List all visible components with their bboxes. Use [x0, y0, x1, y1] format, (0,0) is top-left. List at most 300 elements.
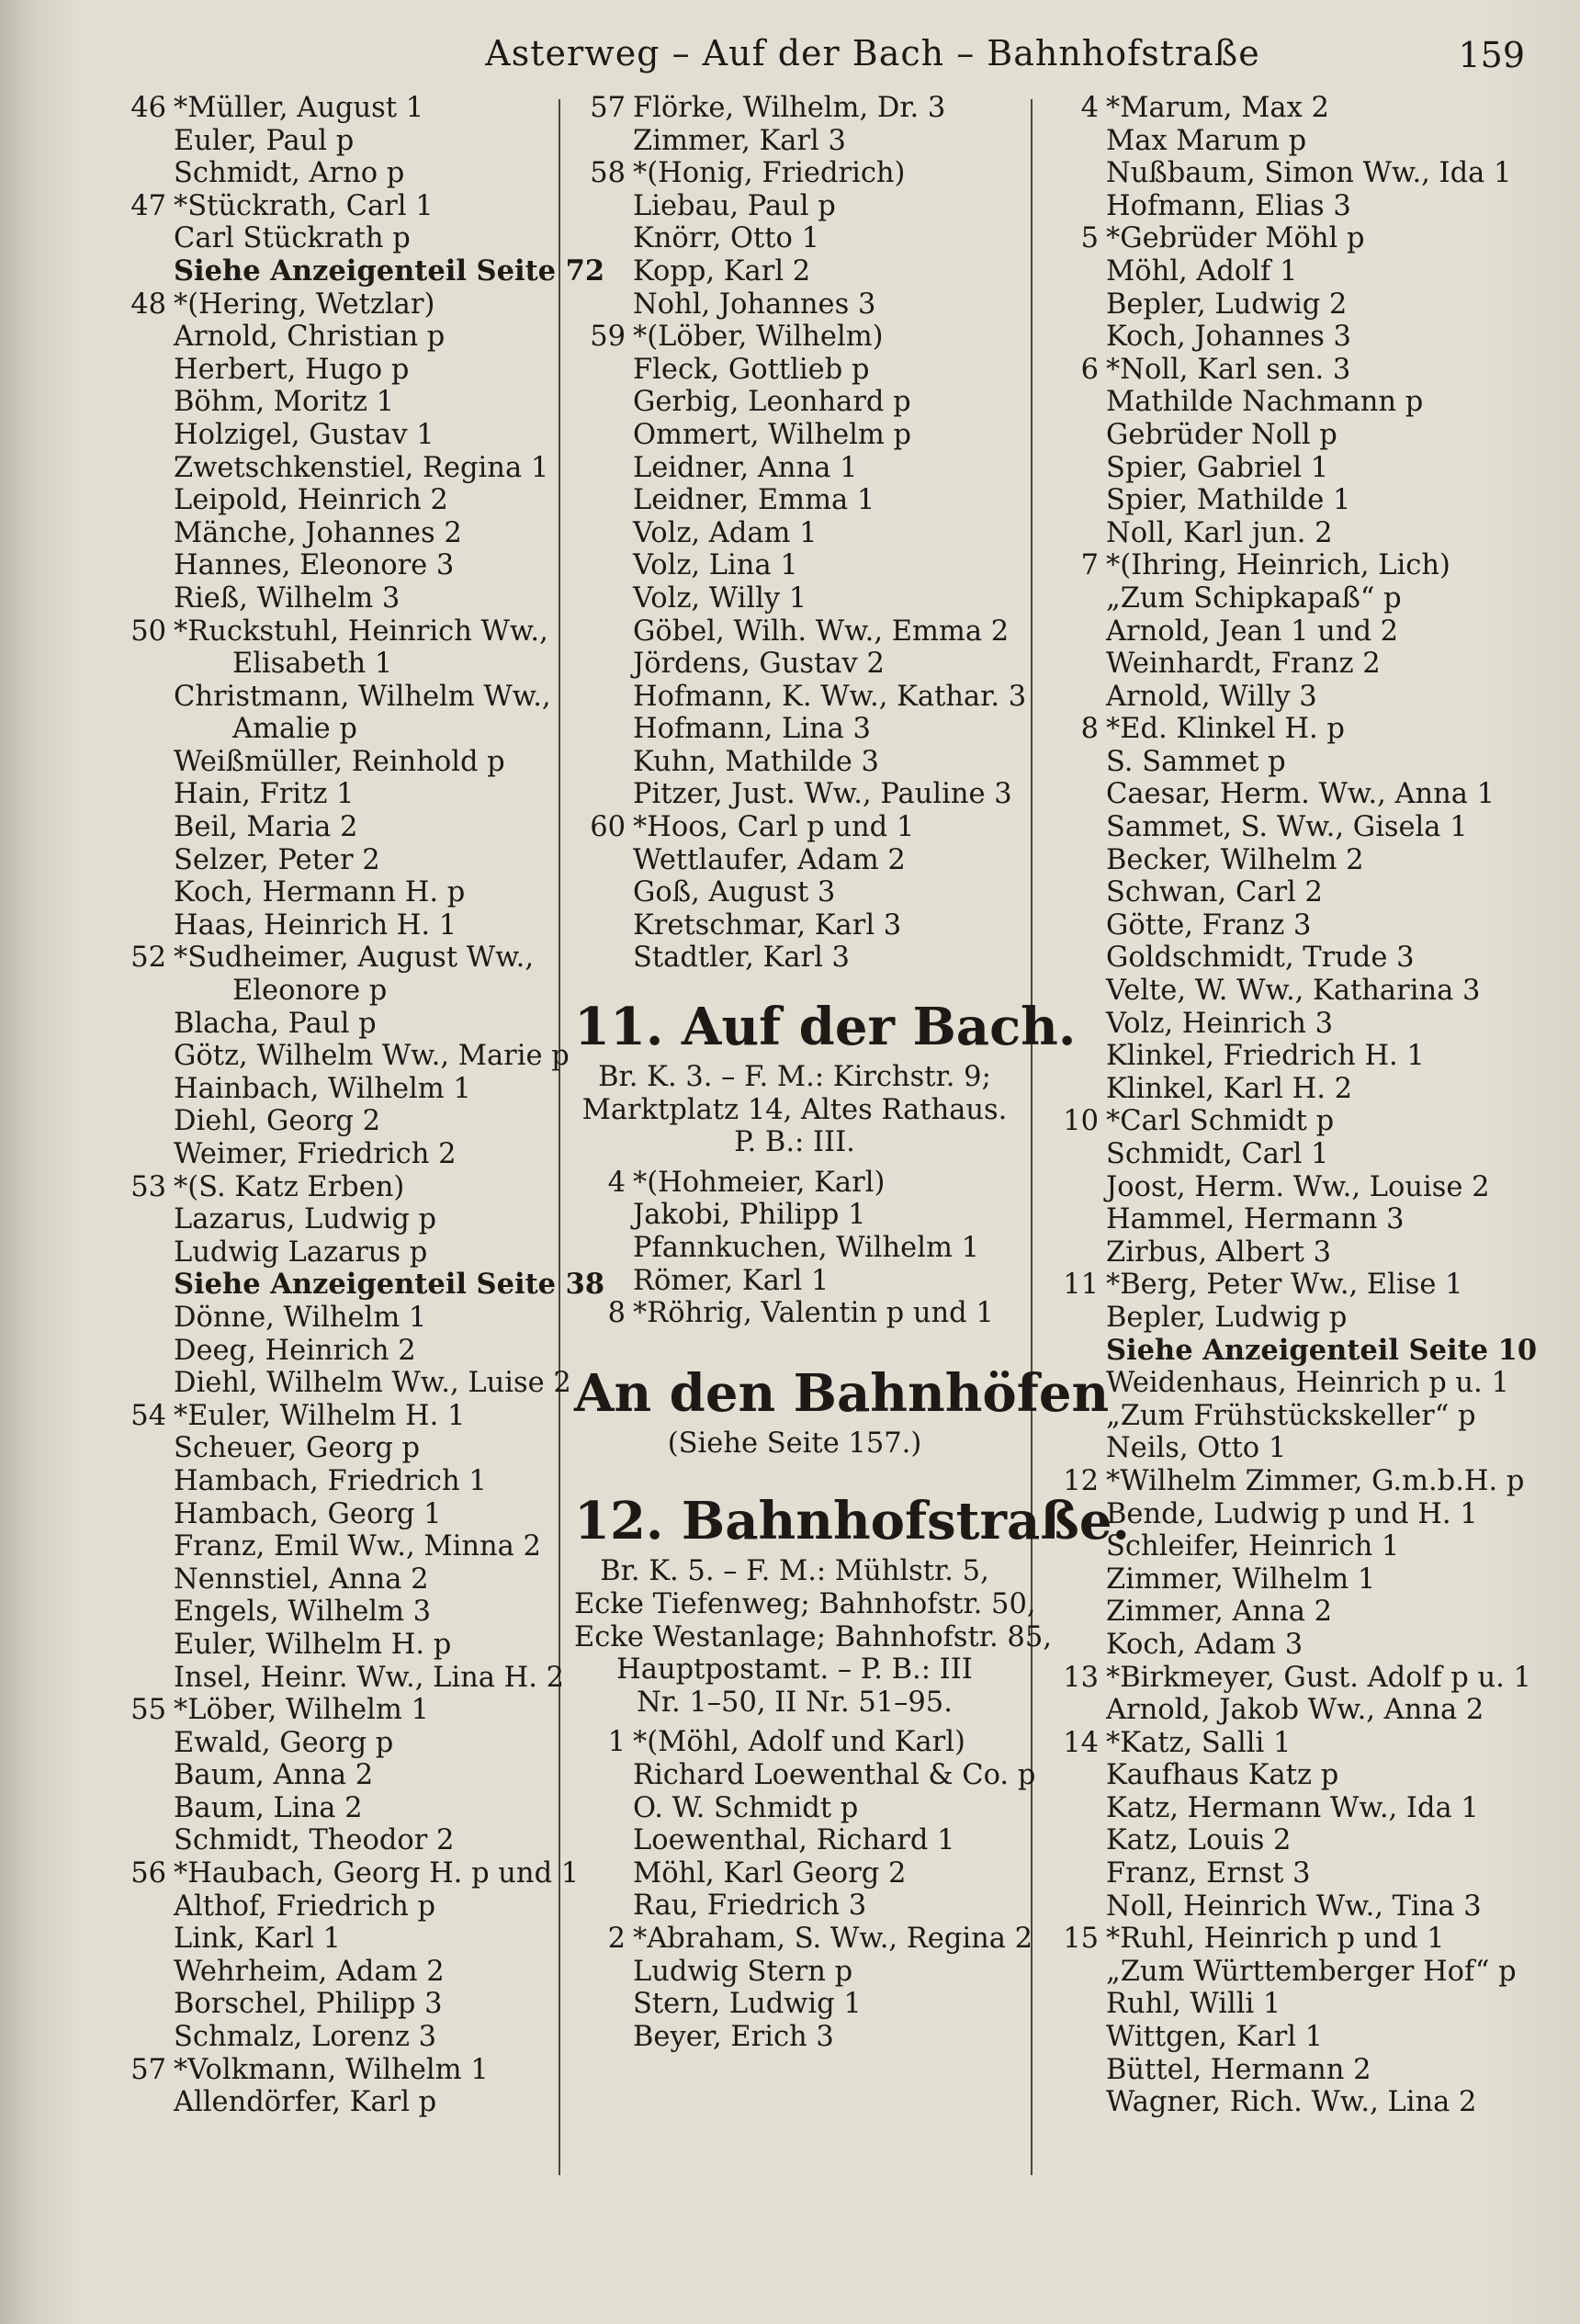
house-number: 4 [607, 1166, 626, 1199]
directory-entry [115, 1203, 556, 1236]
directory-entry [574, 942, 1015, 975]
entry-text: Franz, Ernst 3 [1106, 1857, 1311, 1890]
directory-entry [574, 321, 1015, 354]
entry-text: „Zum Frühstückskeller“ p [1106, 1399, 1476, 1432]
house-number: 7 [1080, 549, 1099, 582]
entry-text: Böhm, Moritz 1 [174, 386, 395, 419]
entry-text: Baum, Lina 2 [174, 1791, 363, 1824]
house-number: 10 [1063, 1105, 1099, 1138]
house-number: 1 [607, 1726, 626, 1759]
entry-text: „Zum Württemberger Hof“ p [1106, 1955, 1517, 1988]
page-number: 159 [1458, 35, 1525, 75]
house-number: 15 [1063, 1923, 1099, 1956]
entry-text: Fleck, Gottlieb p [633, 353, 870, 386]
entry-text: Carl Stückrath p [174, 222, 411, 255]
directory-entry [1047, 1956, 1525, 1989]
house-number: 57 [130, 2053, 166, 2086]
entry-text: *(Honig, Friedrich) [633, 157, 906, 190]
directory-entry [1047, 1759, 1525, 1792]
entry-text: Pitzer, Just. Ww., Pauline 3 [633, 778, 1012, 811]
directory-entry [115, 452, 556, 485]
entry-text: Lazarus, Ludwig p [174, 1203, 436, 1236]
directory-entry [115, 222, 556, 255]
directory-entry [115, 1629, 556, 1662]
entry-text: Gerbig, Leonhard p [633, 386, 911, 419]
directory-entry [115, 1824, 556, 1857]
directory-entry [115, 1335, 556, 1368]
entry-text: Kopp, Karl 2 [633, 254, 811, 288]
entry-text: Klinkel, Karl H. 2 [1106, 1072, 1353, 1105]
entry-text: Hambach, Georg 1 [174, 1497, 442, 1530]
directory-entry [574, 909, 1015, 942]
entry-text: Bepler, Ludwig 2 [1106, 288, 1348, 321]
entry-text: Selzer, Peter 2 [174, 843, 380, 876]
directory-entry [1047, 1727, 1525, 1760]
directory-entry [115, 681, 556, 714]
entry-text: Götz, Wilhelm Ww., Marie p [174, 1040, 570, 1073]
directory-entry [115, 484, 556, 517]
house-number: 52 [130, 942, 166, 975]
directory-entry [1047, 354, 1525, 387]
entry-text: Weißmüller, Reinhold p [174, 745, 505, 778]
entry-text: S. Sammet p [1106, 745, 1286, 778]
entry-text: Goß, August 3 [633, 876, 836, 909]
directory-entry [115, 1530, 556, 1563]
directory-entry [1047, 288, 1525, 322]
directory-entry [1047, 1530, 1525, 1563]
directory-entry [115, 746, 556, 779]
entry-text: Sammet, S. Ww., Gisela 1 [1106, 811, 1468, 844]
entry-text: *Euler, Wilhelm H. 1 [174, 1399, 466, 1432]
entry-text: *Ruckstuhl, Heinrich Ww., [174, 615, 548, 648]
directory-entry [574, 255, 1015, 288]
entry-text: Leidner, Emma 1 [633, 484, 875, 517]
directory-entry [1047, 157, 1525, 190]
directory-entry [1047, 1269, 1525, 1302]
entry-text: Goldschmidt, Trude 3 [1106, 942, 1415, 975]
entry-text: Schmalz, Lorenz 3 [174, 2021, 436, 2054]
directory-entry [1047, 1073, 1525, 1106]
directory-entry [1047, 1400, 1525, 1433]
directory-entry [115, 778, 556, 811]
entry-text: Kretschmar, Karl 3 [633, 908, 902, 942]
entry-text: Siehe Anzeigenteil Seite 10 [1106, 1333, 1538, 1367]
directory-entry [1047, 1302, 1525, 1335]
directory-entry [574, 615, 1015, 649]
column-divider [1031, 99, 1033, 2175]
directory-entry [574, 1265, 1015, 1298]
directory-entry [574, 125, 1015, 158]
section-info-line: Marktplatz 14, Altes Rathaus. [581, 1093, 1008, 1126]
directory-entry [1047, 2086, 1525, 2119]
house-number: 6 [1080, 353, 1099, 386]
directory-entry [1047, 1857, 1525, 1890]
entry-text: Zimmer, Anna 2 [1106, 1596, 1333, 1629]
entry-text: Leipold, Heinrich 2 [174, 484, 448, 517]
advert-reference [115, 1268, 605, 1302]
entry-text: Weinhardt, Franz 2 [1106, 648, 1381, 681]
directory-entry [115, 1661, 565, 1695]
directory-entry [115, 288, 556, 322]
directory-entry [115, 419, 556, 452]
entry-text: Eleonore p [232, 975, 388, 1008]
entry-text: Volz, Lina 1 [633, 549, 798, 582]
directory-entry [1047, 975, 1525, 1008]
entry-text: Nohl, Johannes 3 [633, 288, 876, 321]
directory-entry [1047, 1203, 1525, 1236]
directory-entry [115, 1923, 556, 1956]
directory-entry [115, 1138, 556, 1171]
entry-text: „Zum Schipkapaß“ p [1106, 581, 1402, 615]
directory-entry [1047, 746, 1525, 779]
directory-entry [115, 386, 556, 419]
entry-text: Stadtler, Karl 3 [633, 942, 850, 975]
section-note: (Siehe Seite 157.) [667, 1427, 922, 1460]
entry-text: *Gebrüder Möhl p [1106, 222, 1365, 255]
directory-entry [115, 1857, 580, 1890]
entry-text: *Carl Schmidt p [1106, 1105, 1335, 1138]
entry-text: Bepler, Ludwig p [1106, 1301, 1348, 1334]
directory-entry [574, 1297, 1015, 1330]
entry-text: Zwetschkenstiel, Regina 1 [174, 451, 549, 484]
directory-entry [1047, 1008, 1525, 1041]
directory-entry [1047, 419, 1525, 452]
house-number: 8 [607, 1297, 626, 1330]
entry-text: Schmidt, Carl 1 [1106, 1138, 1329, 1170]
directory-entry [115, 975, 556, 1008]
directory-entry [574, 778, 1015, 811]
house-number: 50 [130, 615, 166, 648]
entry-text: *Stückrath, Carl 1 [174, 189, 434, 222]
directory-entry [1047, 321, 1525, 354]
entry-text: Baum, Anna 2 [174, 1759, 374, 1792]
entry-text: Arnold, Jean 1 und 2 [1106, 615, 1399, 648]
entry-text: Hofmann, K. Ww., Kathar. 3 [633, 680, 1027, 713]
directory-entry [1047, 615, 1525, 649]
directory-entry [1047, 92, 1525, 125]
directory-entry [115, 713, 556, 746]
directory-entry [1047, 1563, 1525, 1596]
directory-entry [115, 1563, 556, 1596]
house-number: 55 [130, 1694, 166, 1727]
entry-text: Rieß, Wilhelm 3 [174, 581, 401, 615]
entry-text: Richard Loewenthal & Co. p [633, 1758, 1036, 1791]
entry-text: Stern, Ludwig 1 [633, 1988, 862, 2021]
directory-entry [1047, 1890, 1525, 1924]
entry-text: *Sudheimer, August Ww., [174, 942, 535, 975]
entry-text: Knörr, Otto 1 [633, 222, 819, 255]
entry-text: *Berg, Peter Ww., Elise 1 [1106, 1269, 1463, 1302]
entry-text: Joost, Herm. Ww., Louise 2 [1106, 1170, 1490, 1203]
entry-text: Spier, Gabriel 1 [1106, 451, 1329, 484]
directory-entry [115, 1400, 556, 1433]
entry-text: Christmann, Wilhelm Ww., [174, 680, 551, 713]
directory-entry [115, 1236, 556, 1269]
directory-entry [574, 1726, 1015, 1759]
entry-text: Ommert, Wilhelm p [633, 418, 912, 451]
house-number: 12 [1063, 1464, 1099, 1497]
directory-entry [1047, 1105, 1525, 1138]
house-number: 4 [1080, 92, 1099, 124]
entry-text: Nußbaum, Simon Ww., Ida 1 [1106, 157, 1512, 190]
house-number: 5 [1080, 222, 1099, 255]
entry-text: *Löber, Wilhelm 1 [174, 1694, 429, 1727]
entry-text: Scheuer, Georg p [174, 1432, 421, 1465]
directory-entry [574, 1956, 1015, 1989]
directory-entry [115, 92, 556, 125]
entry-text: Schleifer, Heinrich 1 [1106, 1530, 1400, 1563]
entry-text: Link, Karl 1 [174, 1923, 341, 1956]
directory-entry [115, 1596, 556, 1629]
directory-entry [574, 1824, 1015, 1857]
column-3 [1047, 92, 1538, 2119]
directory-entry [1047, 1432, 1525, 1465]
entry-text: *Röhrig, Valentin p und 1 [633, 1297, 994, 1330]
entry-text: Loewenthal, Richard 1 [633, 1824, 955, 1857]
entry-text: *(Ihring, Heinrich, Lich) [1106, 549, 1450, 582]
entry-text: Ludwig Stern p [633, 1955, 853, 1988]
advert-reference [1047, 1333, 1538, 1368]
entry-text: Ewald, Georg p [174, 1726, 394, 1759]
column-1 [115, 92, 605, 2119]
entry-text: Hannes, Eleonore 3 [174, 549, 455, 582]
entry-text: Diehl, Wilhelm Ww., Luise 2 [174, 1367, 571, 1400]
directory-entry [1047, 1694, 1525, 1727]
entry-text: Siehe Anzeigenteil Seite 38 [174, 1268, 605, 1302]
directory-entry [1047, 1596, 1525, 1629]
entry-text: *Marum, Max 2 [1106, 92, 1329, 124]
entry-text: Dönne, Wilhelm 1 [174, 1301, 427, 1334]
directory-entry [115, 811, 556, 844]
directory-entry [115, 1727, 556, 1760]
running-head: Asterweg – Auf der Bach – Bahnhofstraße [485, 33, 1260, 73]
section-info-line: P. B.: III. [734, 1126, 855, 1159]
section-info-line: Ecke Westanlage; Bahnhofstr. 85, [574, 1620, 1052, 1653]
directory-entry [574, 549, 1015, 582]
entry-text: Kaufhaus Katz p [1106, 1759, 1339, 1792]
entry-text: Koch, Hermann H. p [174, 876, 466, 909]
section-info-line: Nr. 1–50, II Nr. 51–95. [637, 1686, 953, 1719]
entry-text: Zirbus, Albert 3 [1106, 1235, 1332, 1269]
directory-entry [115, 844, 556, 877]
directory-entry [115, 549, 556, 582]
directory-entry [1047, 1988, 1525, 2021]
section-info-line: Hauptpostamt. – P. B.: III [616, 1653, 973, 1687]
entry-text: Haas, Heinrich H. 1 [174, 908, 457, 942]
entry-text: Katz, Hermann Ww., Ida 1 [1106, 1791, 1479, 1824]
entry-text: Arnold, Christian p [174, 321, 446, 354]
entry-text: Leidner, Anna 1 [633, 451, 858, 484]
house-number: 48 [130, 288, 166, 321]
entry-text: *Birkmeyer, Gust. Adolf p u. 1 [1106, 1661, 1531, 1694]
entry-text: Möhl, Adolf 1 [1106, 254, 1298, 288]
house-number: 54 [130, 1399, 166, 1432]
directory-entry [1047, 517, 1525, 550]
entry-text: Noll, Heinrich Ww., Tina 3 [1106, 1890, 1482, 1923]
directory-entry [574, 2021, 1015, 2054]
entry-text: Franz, Emil Ww., Minna 2 [174, 1530, 541, 1563]
entry-text: Bende, Ludwig p und H. 1 [1106, 1497, 1478, 1530]
directory-entry [574, 1857, 1015, 1890]
directory-entry [115, 1465, 556, 1498]
entry-text: Allendörfer, Karl p [174, 2086, 437, 2119]
directory-entry [115, 1432, 556, 1465]
entry-text: Rau, Friedrich 3 [633, 1890, 867, 1923]
entry-text: Hofmann, Lina 3 [633, 713, 871, 746]
directory-entry [115, 909, 556, 942]
entry-text: *(Möhl, Adolf und Karl) [633, 1726, 965, 1759]
directory-entry [574, 582, 1015, 615]
directory-entry [115, 648, 556, 681]
directory-entry [1047, 1792, 1525, 1825]
entry-text: Blacha, Paul p [174, 1007, 377, 1040]
entry-text: Koch, Adam 3 [1106, 1628, 1304, 1661]
directory-entry [115, 354, 556, 387]
entry-text: Mänche, Johannes 2 [174, 516, 462, 549]
entry-text: Möhl, Karl Georg 2 [633, 1856, 907, 1890]
entry-text: *Ed. Klinkel H. p [1106, 713, 1345, 746]
entry-text: *(S. Katz Erben) [174, 1170, 405, 1203]
entry-text: Ruhl, Willi 1 [1106, 1988, 1281, 2021]
house-number: 11 [1063, 1269, 1099, 1302]
directory-entry [115, 615, 556, 649]
directory-entry [115, 1792, 556, 1825]
section-info-line: Ecke Tiefenweg; Bahnhofstr. 50, [574, 1587, 1036, 1620]
directory-entry [1047, 190, 1525, 223]
directory-entry [574, 680, 1027, 714]
entry-text: Beil, Maria 2 [174, 811, 358, 844]
section-title: 11. Auf der Bach. [574, 997, 1077, 1058]
house-number: 47 [130, 189, 166, 222]
entry-text: Euler, Wilhelm H. p [174, 1628, 452, 1661]
advert-reference [115, 254, 605, 288]
directory-entry [1047, 549, 1525, 582]
directory-entry [574, 1199, 1015, 1232]
directory-entry [1047, 942, 1525, 975]
house-number: 2 [607, 1922, 626, 1955]
house-number: 8 [1080, 713, 1099, 746]
entry-text: Althof, Friedrich p [174, 1890, 435, 1923]
entry-text: Weimer, Friedrich 2 [174, 1138, 457, 1170]
directory-entry [1047, 1040, 1525, 1073]
entry-text: Götte, Franz 3 [1106, 908, 1312, 942]
entry-text: Flörke, Wilhelm, Dr. 3 [633, 92, 946, 124]
entry-text: *Müller, August 1 [174, 92, 424, 124]
house-number: 60 [590, 811, 626, 844]
entry-text: *Abraham, S. Ww., Regina 2 [633, 1922, 1033, 1955]
entry-text: *Noll, Karl sen. 3 [1106, 353, 1351, 386]
entry-text: Klinkel, Friedrich H. 1 [1106, 1040, 1425, 1073]
entry-text: Volz, Heinrich 3 [1106, 1007, 1334, 1040]
directory-entry [1047, 681, 1525, 714]
directory-entry [115, 125, 556, 158]
entry-text: Siehe Anzeigenteil Seite 72 [174, 254, 605, 288]
directory-entry [574, 157, 1015, 190]
directory-entry [574, 1167, 1015, 1200]
entry-text: Katz, Louis 2 [1106, 1824, 1292, 1857]
directory-entry [1047, 1824, 1525, 1857]
house-number: 13 [1063, 1661, 1099, 1694]
directory-entry [1047, 909, 1525, 942]
entry-text: *Hoos, Carl p und 1 [633, 811, 915, 844]
entry-text: O. W. Schmidt p [633, 1791, 859, 1824]
directory-entry [574, 746, 1015, 779]
directory-entry [574, 517, 1015, 550]
directory-entry [574, 354, 1015, 387]
entry-text: Pfannkuchen, Wilhelm 1 [633, 1232, 980, 1264]
directory-entry [1047, 844, 1525, 877]
directory-entry [1047, 2054, 1525, 2087]
directory-entry [115, 517, 556, 550]
entry-text: Arnold, Willy 3 [1106, 680, 1317, 713]
directory-entry [574, 452, 1015, 485]
directory-entry [1047, 1236, 1525, 1269]
entry-text: Elisabeth 1 [232, 648, 393, 681]
entry-text: Göbel, Wilh. Ww., Emma 2 [633, 615, 1010, 648]
directory-entry [1047, 222, 1525, 255]
entry-text: Liebau, Paul p [633, 189, 836, 222]
entry-text: Spier, Mathilde 1 [1106, 484, 1351, 517]
directory-entry [115, 1956, 556, 1989]
entry-text: Koch, Johannes 3 [1106, 321, 1351, 354]
house-number: 53 [130, 1170, 166, 1203]
directory-entry [1047, 1661, 1531, 1695]
directory-entry [574, 1988, 1015, 2021]
directory-entry [574, 190, 1015, 223]
entry-text: Wagner, Rich. Ww., Lina 2 [1106, 2086, 1477, 2119]
entry-text: Insel, Heinr. Ww., Lina H. 2 [174, 1661, 565, 1694]
directory-entry [115, 582, 556, 615]
directory-entry [115, 2021, 556, 2054]
entry-text: *(Löber, Wilhelm) [633, 321, 884, 354]
entry-text: *(Hering, Wetzlar) [174, 288, 435, 321]
entry-text: Jakobi, Philipp 1 [633, 1199, 866, 1232]
directory-entry [574, 222, 1015, 255]
entry-text: Amalie p [232, 713, 357, 746]
page-header [129, 28, 1525, 92]
directory-entry [115, 1008, 556, 1041]
directory-entry [1047, 255, 1525, 288]
directory-entry [574, 876, 1015, 909]
entry-text: Volz, Willy 1 [633, 581, 807, 615]
entry-text: Borschel, Philipp 3 [174, 1988, 443, 2021]
entry-text: Max Marum p [1106, 124, 1307, 157]
entry-text: Wettlaufer, Adam 2 [633, 843, 906, 876]
section-info-line: Br. K. 3. – F. M.: Kirchstr. 9; [598, 1061, 991, 1094]
entry-text: Kuhn, Mathilde 3 [633, 745, 879, 778]
directory-entry [574, 1232, 1015, 1265]
entry-text: Wehrheim, Adam 2 [174, 1955, 445, 1988]
house-number: 56 [130, 1857, 166, 1890]
directory-entry [574, 1890, 1015, 1923]
directory-entry [574, 648, 1015, 681]
directory-entry [1047, 582, 1525, 615]
entry-text: Hammel, Hermann 3 [1106, 1203, 1405, 1236]
entry-text: Deeg, Heinrich 2 [174, 1334, 416, 1367]
entry-text: Noll, Karl jun. 2 [1106, 516, 1333, 549]
entry-text: Gebrüder Noll p [1106, 418, 1337, 451]
directory-entry [115, 1171, 556, 1204]
house-number: 46 [130, 92, 166, 124]
directory-entry [115, 1988, 556, 2021]
directory-entry [115, 876, 556, 909]
directory-entry [1047, 1171, 1525, 1204]
directory-entry [115, 1694, 556, 1727]
directory-entry [1047, 1498, 1525, 1531]
directory-entry [115, 1302, 556, 1335]
directory-entry [1047, 811, 1525, 844]
entry-text: Becker, Wilhelm 2 [1106, 843, 1364, 876]
